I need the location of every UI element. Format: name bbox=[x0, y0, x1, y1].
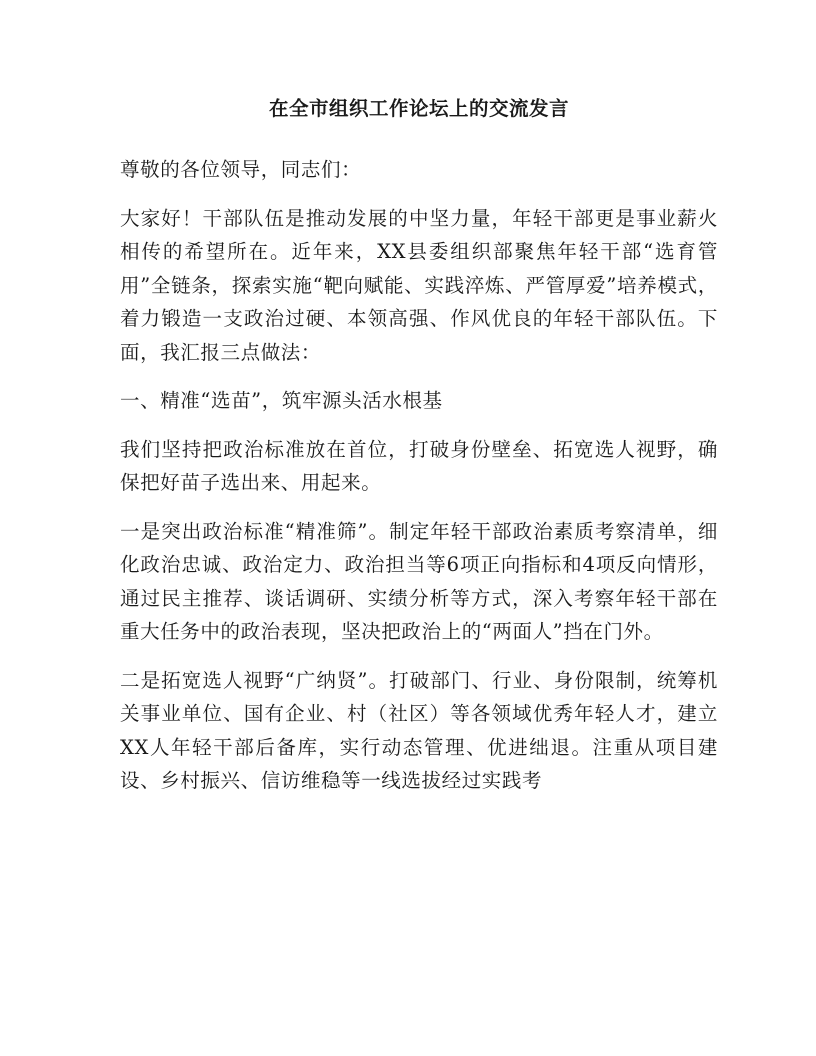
body-paragraph: 我们坚持把政治标准放在首位，打破身份壁垒、拓宽选人视野，确保把好苗子选出来、用起来。 bbox=[120, 437, 718, 494]
salutation-paragraph: 尊敬的各位领导，同志们： bbox=[120, 158, 362, 181]
body-paragraph: 二是拓宽选人视野“广纳贤”。打破部门、行业、身份限制，统筹机关事业单位、国有企业、村（社区）等各领域优秀年轻人才，建立XX人年轻干部后备库，实行动态管理、优进绌退。注重从项目建设、乡村振兴、信访维稳等一线选拔经过实践考 bbox=[120, 668, 718, 792]
body-paragraph: 一是突出政治标准“精准筛”。制定年轻干部政治素质考察清单，细化政治忠诚、政治定力、政治担当等6项正向指标和4项反向情形，通过民主推荐、谈话调研、实绩分析等方式，深入考察年轻干部在重大任务中的政治表现，坚决把政治上的“两面人”挡在门外。 bbox=[120, 519, 718, 643]
intro-paragraph: 大家好！干部队伍是推动发展的中坚力量，年轻干部更是事业薪火相传的希望所在。近年来，XX县委组织部聚焦年轻干部“选育管用”全链条，探索实施“靶向赋能、实践淬炼、严管厚爱”培养模式，着力锻造一支政治过硬、本领高强、作风优良的年轻干部队伍。下面，我汇报三点做法： bbox=[120, 206, 718, 364]
document-title: 在全市组织工作论坛上的交流发言 bbox=[268, 97, 569, 120]
document-page bbox=[120, 90, 718, 813]
section-heading: 一、精准“选苗”，筑牢源头活水根基 bbox=[120, 389, 443, 412]
